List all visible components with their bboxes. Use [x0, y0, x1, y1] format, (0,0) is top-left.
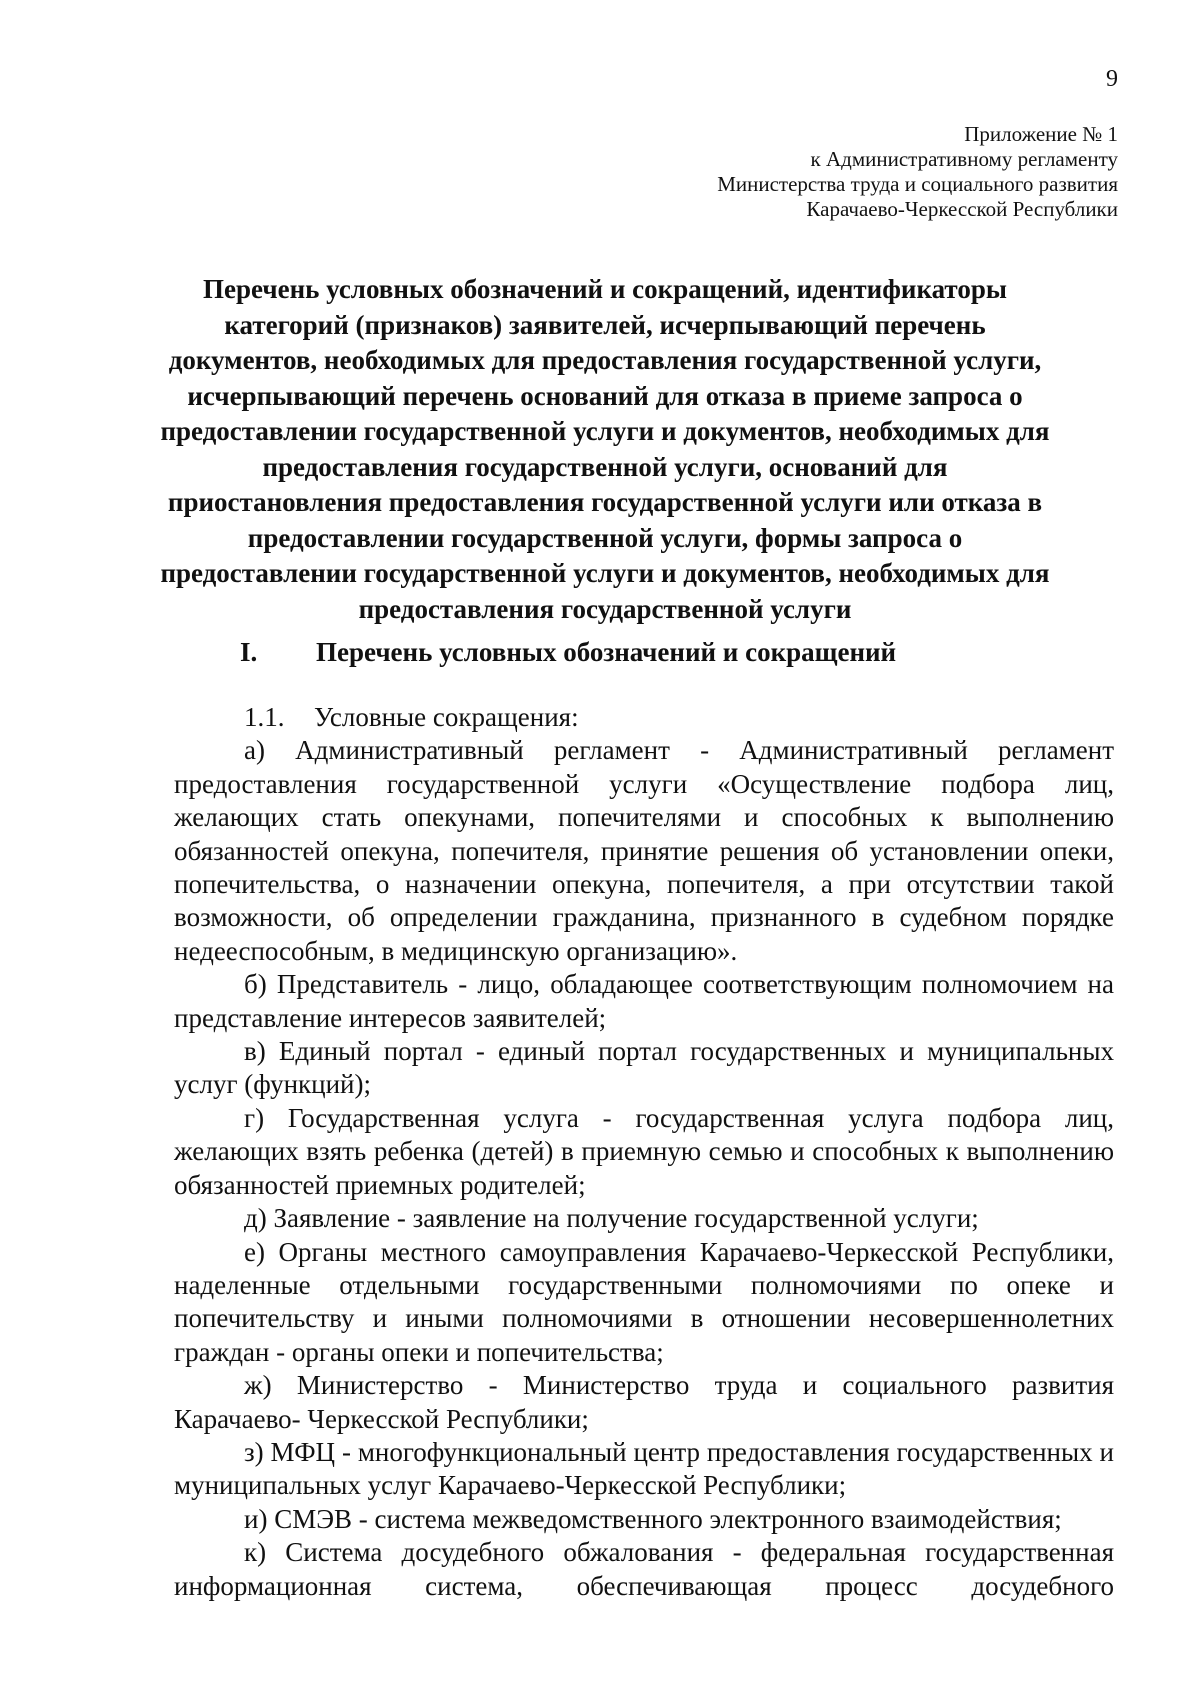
appendix-line: Карачаево-Черкесской Республики: [806, 197, 1118, 221]
page-number: 9: [1106, 66, 1118, 92]
appendix-line: Министерства труда и социального развития: [717, 172, 1118, 196]
definition-item: ж) Министерство - Министерство труда и социального развития Карачаево- Черкесской Республики;: [174, 1370, 1114, 1434]
subsection-number: 1.1.: [244, 702, 285, 732]
section-title: Перечень условных обозначений и сокращений: [316, 637, 897, 667]
definition-item: е) Органы местного самоуправления Карачаево-Черкесской Республики, наделенные отдельными государственными полномочиями по опеке и попечительству и иными полномочиями в отношении несовершеннолетних граждан - органы опеки и попечительства;: [174, 1236, 1114, 1367]
appendix-line: к Административному регламенту: [810, 147, 1118, 171]
section-heading: [240, 635, 896, 669]
definition-item: и) СМЭВ - система межведомственного электронного взаимодействия;: [244, 1503, 1062, 1534]
appendix-line: Приложение № 1: [964, 122, 1118, 146]
subsection-heading: [244, 701, 1114, 734]
definition-item: з) МФЦ - многофункциональный центр предоставления государственных и муниципальных услуг Карачаево-Черкесской Республики;: [174, 1436, 1114, 1501]
definition-item: г) Государственная услуга - государственная услуга подбора лиц, желающих взять ребенка (детей) в приемную семью и способных к выполнению обязанностей приемных родителей;: [174, 1102, 1114, 1200]
definition-item: д) Заявление - заявление на получение государственной услуги;: [244, 1203, 979, 1234]
appendix-header: [717, 122, 1118, 222]
definition-item: б) Представитель - лицо, обладающее соответствующим полномочием на представление интересов заявителей;: [174, 969, 1114, 1033]
definition-item: к) Система досудебного обжалования - федеральная государственная информационная система, обеспечивающая процесс досудебного: [174, 1537, 1114, 1601]
definition-item: в) Единый портал - единый портал государственных и муниципальных услуг (функций);: [174, 1036, 1114, 1100]
subsection-title: Условные сокращения:: [314, 702, 579, 732]
body-text: [174, 701, 1114, 1603]
document-title: Перечень условных обозначений и сокращений, идентификаторы категорий (признаков) заявителей, исчерпывающий перечень документов, необходимых для предоставления государственной услуги, исчерпывающий перечень оснований для отказа в приеме запроса о предоставлении государственной услуги и документов, необходимых для предоставления государственной услуги, оснований для приостановления предоставления государственной услуги или отказа в предоставлении государственной услуги, формы запроса о предоставлении государственной услуги и документов, необходимых для предоставления государственной услуги: [160, 274, 1050, 624]
section-number: I.: [240, 637, 258, 667]
definition-item: а) Административный регламент - Административный регламент предоставления государственной услуги «Осуществление подбора лиц, желающих стать опекунами, попечителями и способных к выполнению обязанностей опекуна, попечителя, принятие решения об установлении опеки, попечительства, о назначении опекуна, попечителя, а при отсутствии такой возможности, об определении гражданина, признанного в судебном порядке недееспособным, в медицинскую организацию».: [174, 735, 1114, 966]
